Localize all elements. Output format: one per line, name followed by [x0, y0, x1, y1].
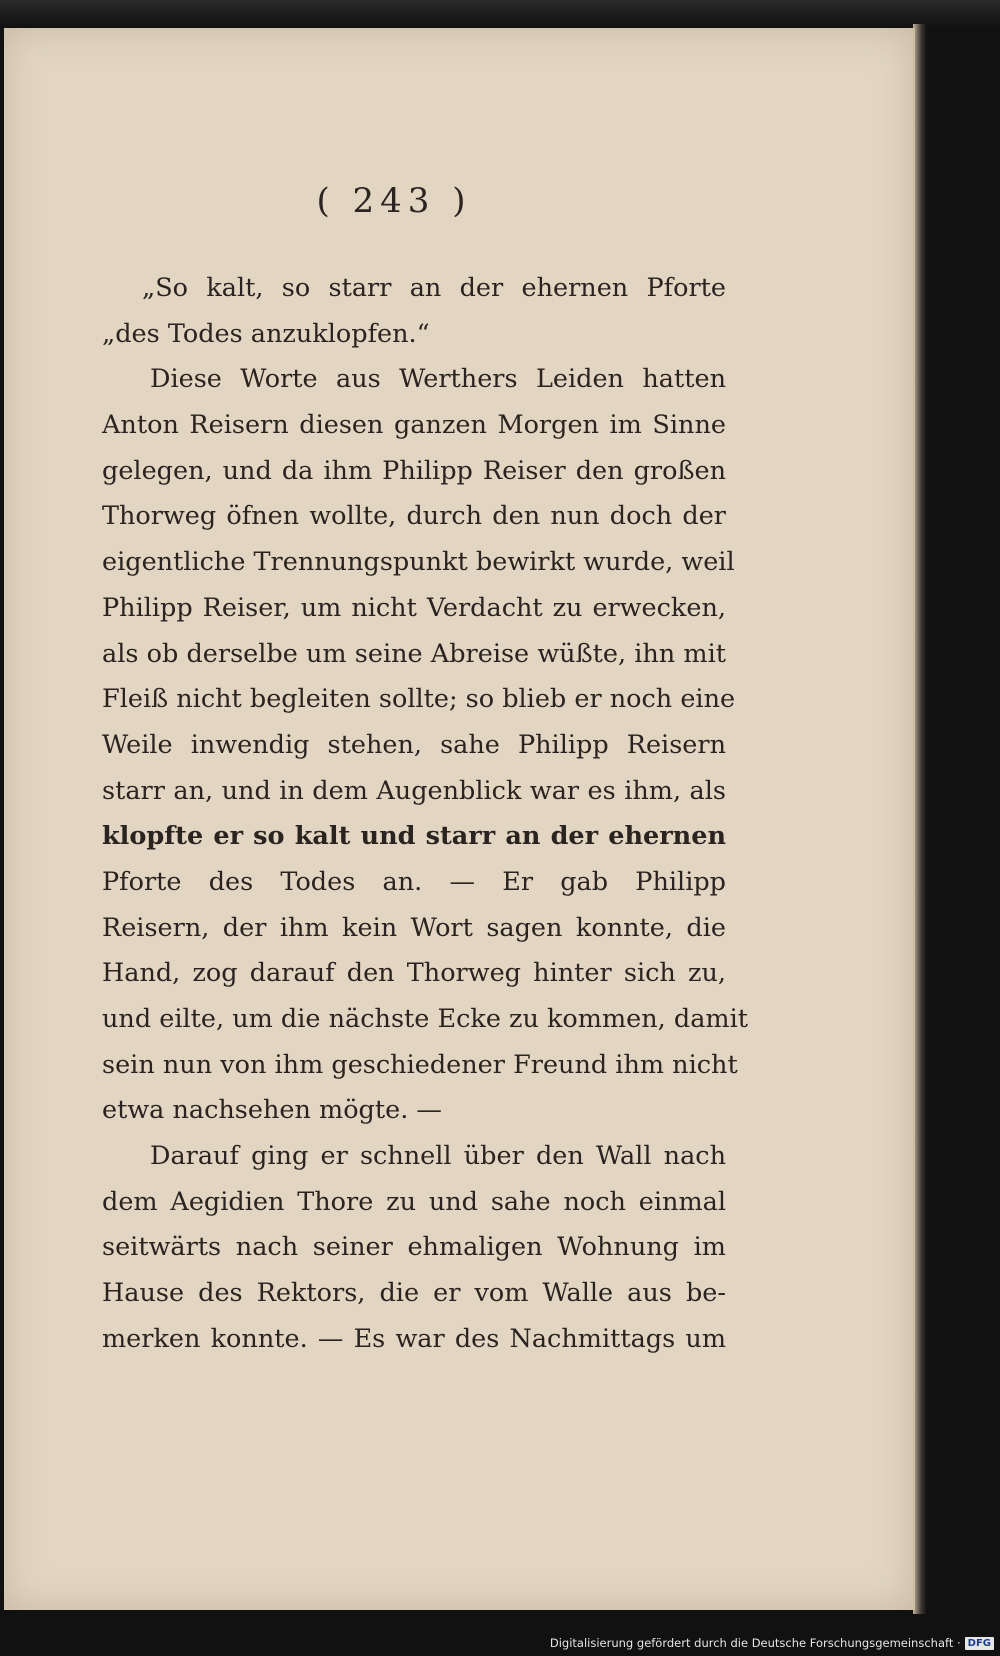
text-line: Darauf ging er schnell über den Wall nach: [150, 1141, 726, 1172]
text-line: seitwärts nach seiner ehmaligen Wohnung im: [102, 1232, 726, 1263]
digitization-credit: [550, 1636, 994, 1650]
text-line-emphasis: klopfte er so kalt und starr an der ehernen: [102, 821, 726, 852]
text-line: Hause des Rektors, die er vom Walle aus be-: [102, 1278, 726, 1309]
text-line: dem Aegidien Thore zu und sahe noch einmal: [102, 1186, 726, 1217]
text-line: gelegen, und da ihm Philipp Reiser den großen: [102, 455, 726, 486]
text-line: sein nun von ihm geschiedener Freund ihm nicht: [102, 1049, 738, 1080]
text-line: Thorweg öfnen wollte, durch den nun doch der: [102, 501, 726, 532]
book-page-edge: [913, 24, 927, 1614]
page-number: ( 243 ): [316, 181, 472, 221]
text-line: starr an, und in dem Augenblick war es ihm, als: [102, 775, 726, 806]
credit-text: Digitalisierung gefördert durch die Deutsche Forschungsgemeinschaft ·: [549, 1636, 961, 1650]
text-line: eigentliche Trennungspunkt bewirkt wurde, weil: [102, 547, 735, 578]
text-line: Fleiß nicht begleiten sollte; so blieb er noch eine: [102, 684, 736, 715]
book-page: [4, 28, 915, 1610]
text-line: und eilte, um die nächste Ecke zu kommen, damit: [102, 1004, 748, 1034]
text-line: Philipp Reiser, um nicht Verdacht zu erwecken,: [102, 592, 726, 623]
text-line: merken konnte. — Es war des Nachmittags um: [102, 1323, 726, 1354]
text-line: als ob derselbe um seine Abreise wüßte, ihn mit: [102, 638, 726, 669]
text-line: Hand, zog darauf den Thorweg hinter sich zu,: [102, 958, 726, 989]
text-line: Pforte des Todes an. — Er gab Philipp: [102, 866, 726, 897]
text-line: „So kalt, so starr an der ehernen Pforte: [142, 273, 726, 303]
text-line: „des Todes anzuklopfen.“: [102, 318, 430, 349]
text-line: Reisern, der ihm kein Wort sagen konnte, die: [102, 912, 726, 943]
text-line: Weile inwendig stehen, sahe Philipp Reisern: [102, 729, 726, 760]
page-text: [102, 266, 748, 1363]
dfg-logo: DFG: [965, 1637, 994, 1650]
text-line: etwa nachsehen mögte. —: [102, 1095, 442, 1126]
text-line: Diese Worte aus Werthers Leiden hatten: [150, 364, 726, 395]
text-line: Anton Reisern diesen ganzen Morgen im Sinne: [102, 410, 726, 441]
scan-top-shadow: [0, 0, 1000, 28]
